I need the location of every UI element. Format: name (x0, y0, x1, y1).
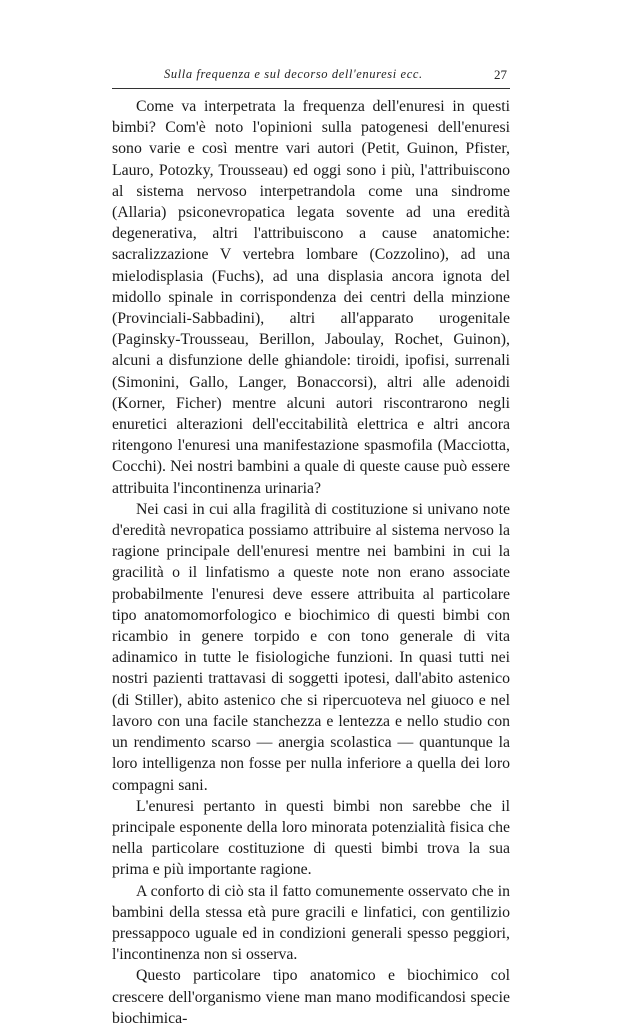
body-text (112, 96, 510, 1029)
paragraph-4: A conforto di ciò sta il fatto comunemente osservato che in bambini della stessa età pure gracili e linfatici, con gentilizio pressappoco uguale ed in condizioni generali spesso peggiori, l'incontinenza non si osserva. (112, 882, 510, 964)
paragraph-3: L'enuresi pertanto in questi bimbi non sarebbe che il principale esponente della loro minorata potenzialità fisica che nella particolare costituzione di questi bimbi trova la sua prima e più importante ragione. (112, 797, 510, 879)
header-rule (112, 88, 510, 89)
paragraph-5: Questo particolare tipo anatomico e biochimico col crescere dell'organismo viene man mano modificandosi specie biochimica- (112, 967, 510, 1027)
paragraph-1: Come va interpetrata la frequenza dell'enuresi in questi bimbi? Com'è noto l'opinioni sulla patogenesi dell'enuresi sono varie e così mentre vari autori (Petit, Guinon, Pfister, Lauro, Potozky, Trousseau) ed oggi sono i più, l'attribuiscono al sistema nervoso interpetrandola come una sindrome (Allaria) psiconevropatica legata sovente ad una eredità degenerativa, altri l'attribuiscono a cause anatomiche: sacralizzazione V vertebra lombare (Cozzolino), ad una mielodisplasia (Fuchs), ad una displasia ancora ignota del midollo spinale in corrispondenza dei centri della minzione (Provinciali-Sabbadini), altri all'apparato urogenitale (Paginsky-Trousseau, Berillon, Jaboulay, Rochet, Guinon), alcuni a disfunzione delle ghiandole: tiroidi, ipofisi, surrenali (Simonini, Gallo, Langer, Bonaccorsi), altri alle adenoidi (Korner, Ficher) mentre alcuni autori riscontrarono negli enuretici alterazioni dell'eccitabilità elettrica e altri ancora ritengono l'enuresi una manifestazione spasmofila (Macciotta, Cocchi). Nei nostri bambini a quale di queste cause può essere attribuita l'incontinenza urinaria? (112, 98, 510, 497)
running-title: Sulla frequenza e sul decorso dell'enuresi ecc. (164, 67, 423, 81)
page-number: 27 (494, 67, 507, 82)
paragraph-2: Nei casi in cui alla fragilità di costituzione si univano note d'eredità nevropatica possiamo attribuire al sistema nervoso la ragione principale dell'enuresi mentre nei bambini in cui la gracilità o il linfatismo a queste note non erano associate probabilmente l'enuresi deve essere attribuita al particolare tipo anatomomorfologico e biochimico di questi bimbi con ricambio in genere torpido e con tono generale di vita adinamico in tutte le fisiologiche funzioni. In quasi tutti nei nostri pazienti trattavasi di soggetti ipotesi, dall'abito astenico (di Stiller), abito astenico che si ripercuoteva nel giuoco e nel lavoro con una facile stanchezza e lentezza e nello studio con un rendimento scarso — anergia scolastica — quantunque la loro intelligenza non fosse per nulla inferiore a quella dei loro compagni sani. (112, 500, 510, 794)
running-header (112, 64, 507, 86)
